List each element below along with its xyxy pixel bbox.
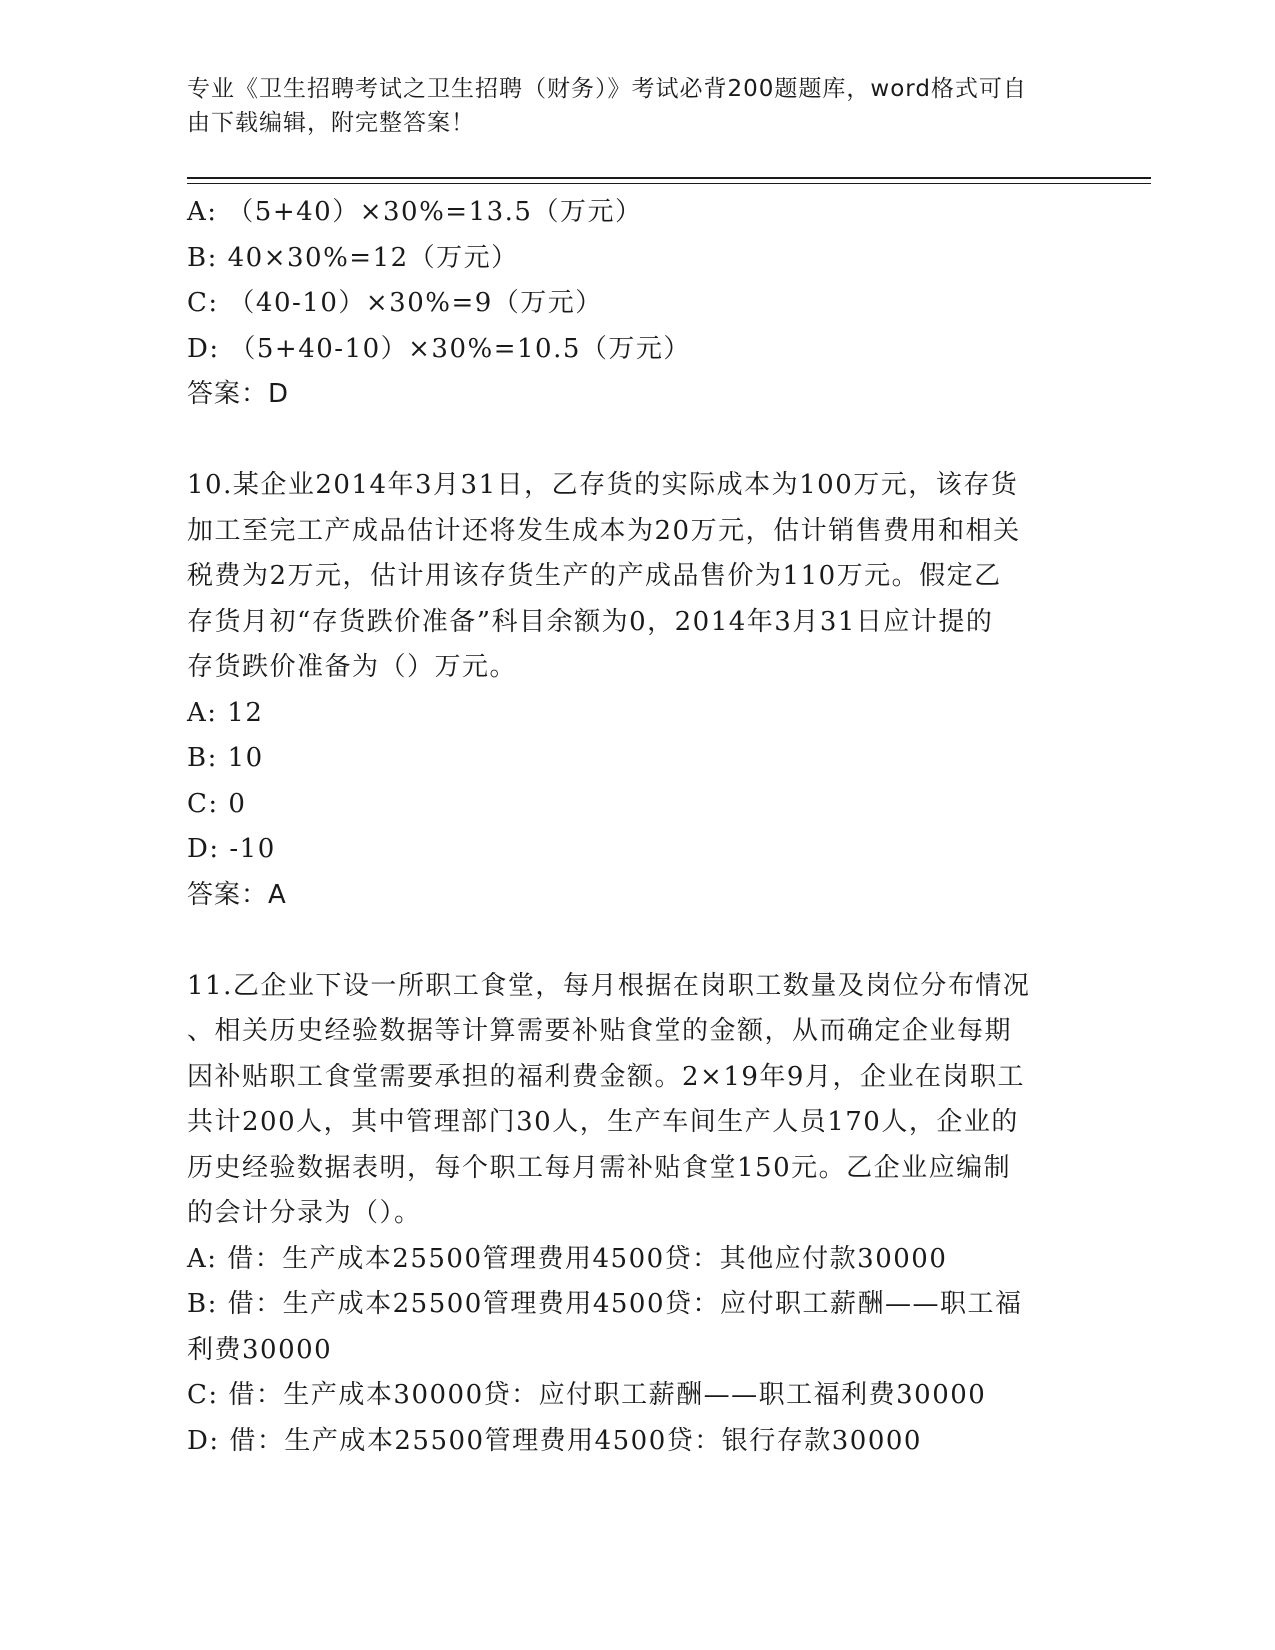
q11-option-b-continued: 利费30000 bbox=[187, 1334, 333, 1365]
q11-stem-line: 历史经验数据表明，每个职工每月需补贴食堂150元。乙企业应编制 bbox=[187, 1152, 1012, 1183]
q10-stem-line: 税费为2万元，估计用该存货生产的产成品售价为110万元。假定乙 bbox=[187, 561, 1002, 591]
q10-option-b: B: 10 bbox=[187, 743, 264, 773]
header-divider-thick bbox=[187, 177, 1151, 179]
question-11 bbox=[187, 964, 1087, 1465]
q10-stem-line: 加工至完工产成品估计还将发生成本为20万元，估计销售费用和相关 bbox=[187, 515, 1021, 546]
q10-answer: 答案：A bbox=[187, 879, 287, 910]
q9-option-d: D: （5+40-10）×30%=10.5（万元） bbox=[187, 333, 691, 364]
q11-option-a: A: 借：生产成本25500管理费用4500贷：其他应付款30000 bbox=[187, 1243, 948, 1274]
q10-stem-line: 存货月初“存货跌价准备”科目余额为0，2014年3月31日应计提的 bbox=[187, 606, 994, 637]
q11-option-c: C: 借：生产成本30000贷：应付职工薪酬——职工福利费30000 bbox=[187, 1380, 987, 1410]
q11-stem-line: 、相关历史经验数据等计算需要补贴食堂的金额，从而确定企业每期 bbox=[187, 1016, 1013, 1046]
header-title-line-1: 专业《卫生招聘考试之卫生招聘（财务）》考试必背200题题库，word格式可自 bbox=[187, 76, 1027, 102]
q10-option-c: C: 0 bbox=[187, 788, 247, 819]
q11-stem-line: 11.乙企业下设一所职工食堂，每月根据在岗职工数量及岗位分布情况 bbox=[187, 970, 1031, 1001]
document-body bbox=[187, 190, 1087, 1464]
q11-option-b: B: 借：生产成本25500管理费用4500贷：应付职工薪酬——职工福 bbox=[187, 1289, 1023, 1319]
q9-answer: 答案：D bbox=[187, 379, 290, 409]
q9-option-a: A: （5+40）×30%=13.5（万元） bbox=[187, 197, 643, 227]
q10-option-d: D: -10 bbox=[187, 834, 276, 864]
spacer bbox=[187, 418, 1087, 464]
q11-stem-line: 的会计分录为（）。 bbox=[187, 1198, 422, 1228]
q11-stem-line: 因补贴职工食堂需要承担的福利费金额。2×19年9月，企业在岗职工 bbox=[187, 1061, 1025, 1092]
q9-option-c: C: （40-10）×30%=9（万元） bbox=[187, 288, 603, 318]
q9-option-b: B: 40×30%=12（万元） bbox=[187, 242, 519, 273]
question-10 bbox=[187, 463, 1087, 918]
header-divider-thin bbox=[187, 183, 1151, 184]
spacer bbox=[187, 918, 1087, 964]
header-title-line-2: 由下载编辑，附完整答案！ bbox=[187, 110, 475, 136]
q10-stem-line: 10.某企业2014年3月31日，乙存货的实际成本为100万元，该存货 bbox=[187, 470, 1019, 500]
q11-option-d: D: 借：生产成本25500管理费用4500贷：银行存款30000 bbox=[187, 1425, 922, 1456]
question-9-fragment bbox=[187, 190, 1087, 418]
document-header bbox=[187, 72, 1087, 140]
q10-stem-line: 存货跌价准备为（）万元。 bbox=[187, 652, 518, 682]
q11-stem-line: 共计200人，其中管理部门30人，生产车间生产人员170人，企业的 bbox=[187, 1107, 1019, 1137]
q10-option-a: A: 12 bbox=[187, 697, 264, 728]
